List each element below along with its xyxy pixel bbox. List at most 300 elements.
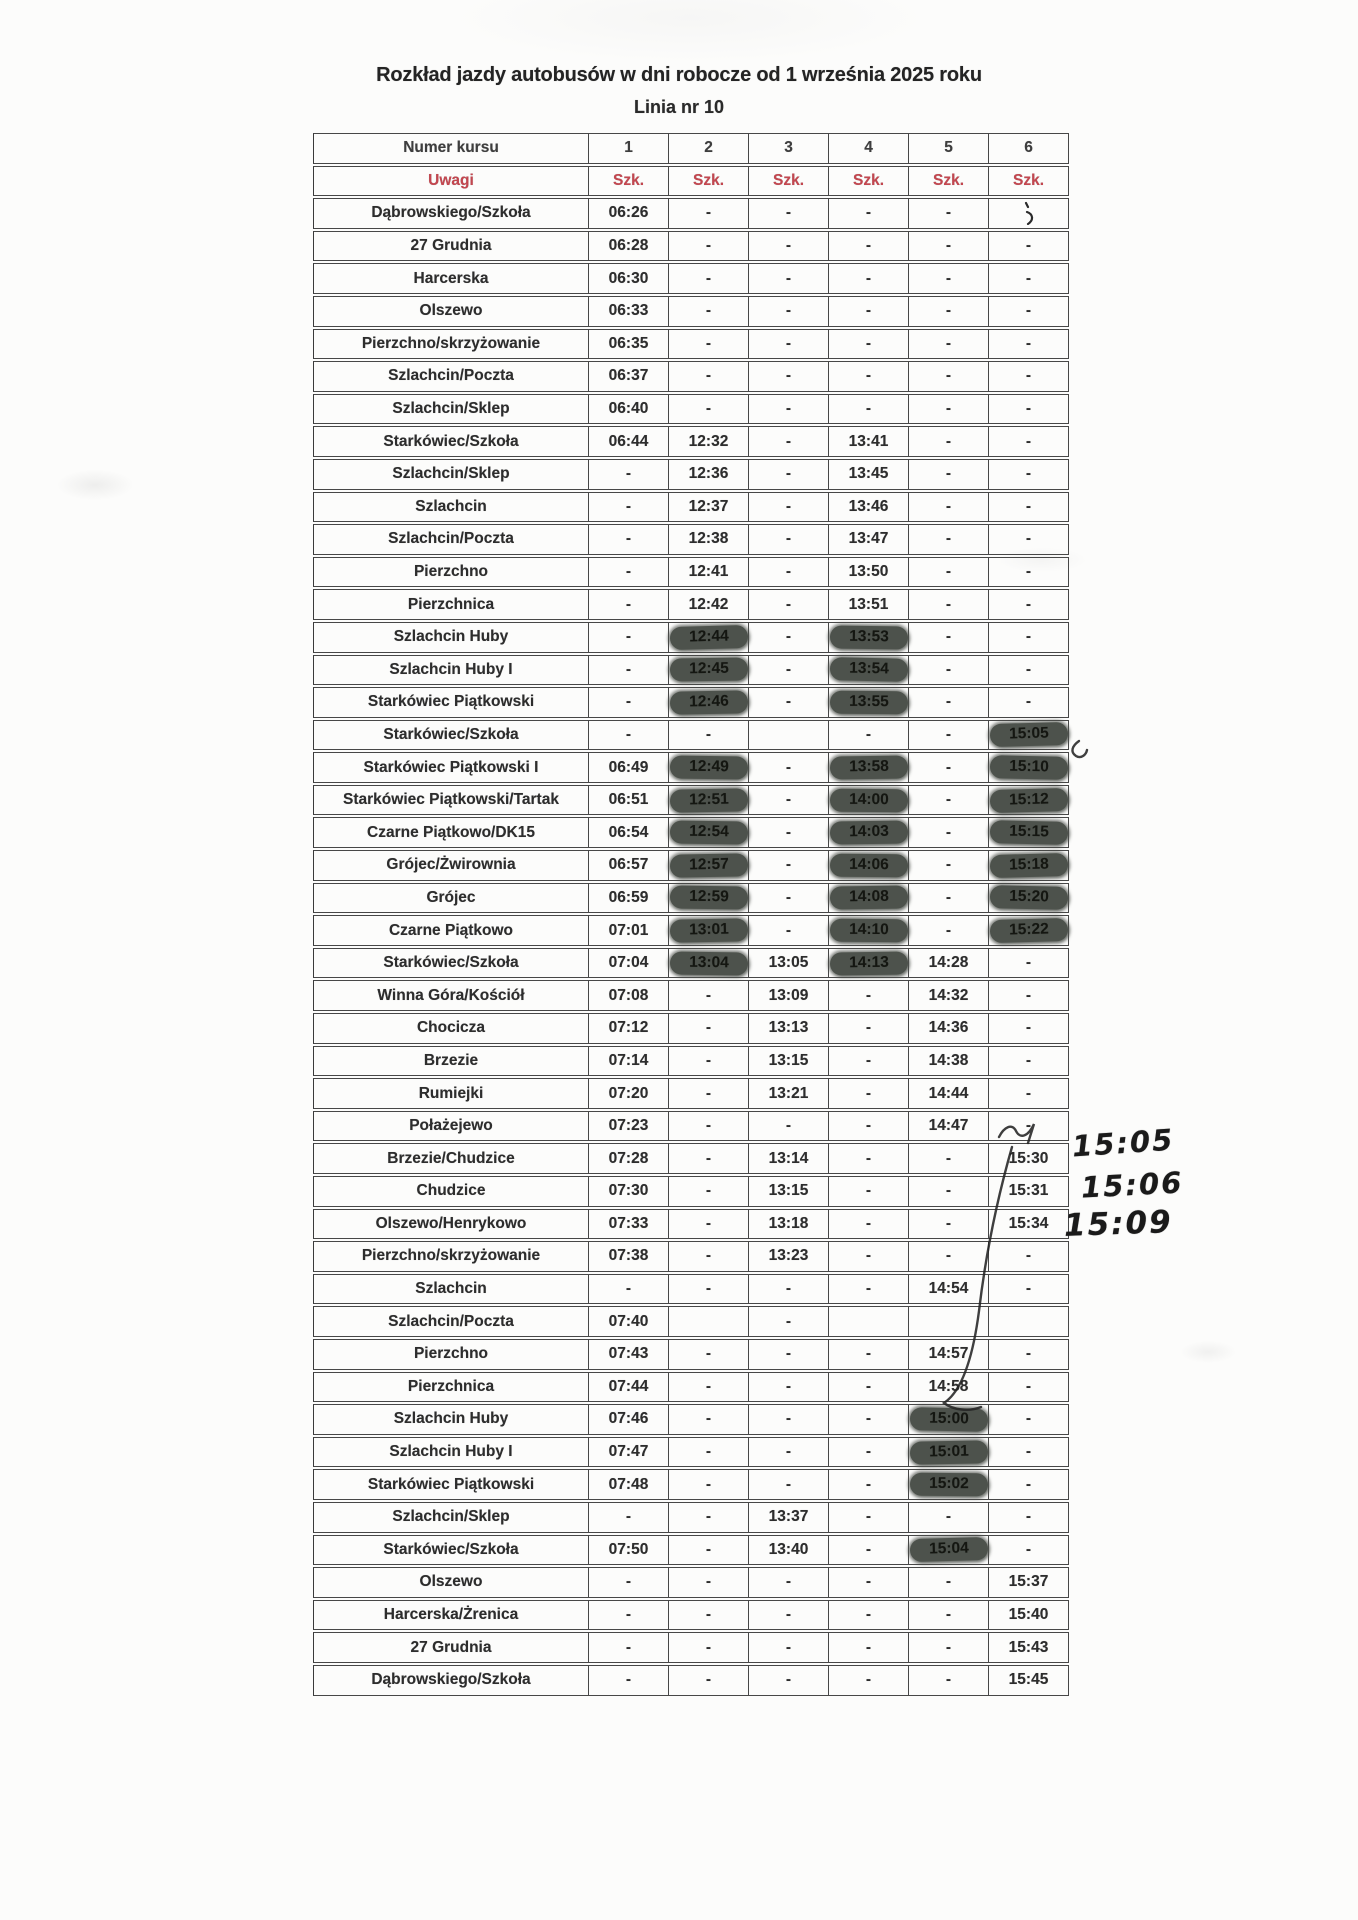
time-cell: -: [589, 622, 669, 653]
time-cell: [829, 1306, 909, 1337]
time-cell: -: [669, 1143, 749, 1174]
time-cell: 07:14: [589, 1046, 669, 1077]
redacted-time: 15:00: [909, 1407, 987, 1432]
time-cell: 06:35: [589, 329, 669, 360]
redacted-time: 12:44: [669, 625, 748, 650]
time-cell: [989, 1306, 1069, 1337]
timetable: [313, 133, 1070, 1698]
time-cell: -: [909, 1143, 989, 1174]
time-cell: 07:08: [589, 980, 669, 1011]
time-cell: -: [909, 883, 989, 914]
time-cell: -: [589, 720, 669, 751]
time-cell: -: [589, 1632, 669, 1663]
time-cell: [829, 850, 909, 881]
time-cell: -: [749, 1632, 829, 1663]
time-cell: -: [749, 1600, 829, 1631]
time-cell: 06:37: [589, 361, 669, 392]
time-cell: 07:28: [589, 1143, 669, 1174]
time-cell: -: [749, 394, 829, 425]
stop-name: Dąbrowskiego/Szkoła: [313, 1665, 589, 1696]
time-cell: -: [989, 263, 1069, 294]
time-cell: [829, 883, 909, 914]
stop-name: Szlachcin Huby: [313, 622, 589, 653]
table-row: [313, 557, 1070, 588]
time-cell: 06:40: [589, 394, 669, 425]
time-cell: -: [669, 1046, 749, 1077]
course-number: 5: [909, 133, 989, 164]
time-cell: [829, 915, 909, 946]
table-row: [313, 1437, 1070, 1468]
time-cell: -: [749, 752, 829, 783]
time-cell: 12:41: [669, 557, 749, 588]
stop-name: Szlachcin/Sklep: [313, 394, 589, 425]
time-cell: -: [829, 1241, 909, 1272]
document-title: Rozkład jazdy autobusów w dni robocze od 1 września 2025 roku: [376, 64, 982, 86]
time-cell: -: [989, 980, 1069, 1011]
table-row: [313, 1176, 1070, 1207]
time-cell: [829, 817, 909, 848]
redacted-time: 15:15: [989, 820, 1067, 845]
time-cell: [669, 948, 749, 979]
time-cell: [829, 752, 909, 783]
stop-name: Starkówiec/Szkoła: [313, 426, 589, 457]
time-cell: -: [669, 231, 749, 262]
time-cell: -: [749, 850, 829, 881]
time-cell: 13:46: [829, 492, 909, 523]
time-cell: -: [829, 1046, 909, 1077]
time-cell: -: [989, 1046, 1069, 1077]
time-cell: 14:57: [909, 1339, 989, 1370]
table-row: [313, 1665, 1070, 1696]
time-cell: -: [589, 524, 669, 555]
time-cell: -: [669, 1372, 749, 1403]
table-row: [313, 752, 1070, 783]
time-cell: 15:31: [989, 1176, 1069, 1207]
time-cell: 15:30: [989, 1143, 1069, 1174]
time-cell: 13:14: [749, 1143, 829, 1174]
time-cell: -: [989, 296, 1069, 327]
time-cell: 14:32: [909, 980, 989, 1011]
redacted-time: 13:55: [829, 691, 907, 715]
time-cell: -: [829, 1632, 909, 1663]
table-row: [313, 1502, 1070, 1533]
table-row: [313, 1013, 1070, 1044]
time-cell: -: [909, 1600, 989, 1631]
time-cell: [989, 720, 1069, 751]
time-cell: -: [989, 1111, 1069, 1142]
time-cell: -: [749, 1567, 829, 1598]
time-cell: -: [669, 1469, 749, 1500]
stop-name: Czarne Piątkowo/DK15: [313, 817, 589, 848]
time-cell: -: [749, 622, 829, 653]
time-cell: 07:50: [589, 1535, 669, 1566]
stop-name: Grójec/Żwirownia: [313, 850, 589, 881]
time-cell: -: [989, 459, 1069, 490]
time-cell: -: [909, 492, 989, 523]
time-cell: -: [989, 1502, 1069, 1533]
time-cell: [669, 883, 749, 914]
time-cell: -: [909, 687, 989, 718]
time-cell: -: [909, 1665, 989, 1696]
stop-name: Pierzchno/skrzyżowanie: [313, 1241, 589, 1272]
time-cell: 13:40: [749, 1535, 829, 1566]
handwritten-time-1: 15:05: [1070, 1122, 1176, 1164]
time-cell: -: [909, 655, 989, 686]
table-row: [313, 198, 1070, 229]
time-cell: -: [989, 231, 1069, 262]
time-cell: -: [749, 296, 829, 327]
time-cell: 14:28: [909, 948, 989, 979]
time-cell: 12:32: [669, 426, 749, 457]
time-cell: -: [909, 557, 989, 588]
course-number: 1: [589, 133, 669, 164]
pen-squiggle-mark: [989, 198, 1069, 229]
time-cell: -: [989, 524, 1069, 555]
time-cell: 07:33: [589, 1209, 669, 1240]
course-number: 6: [989, 133, 1069, 164]
time-cell: 14:54: [909, 1274, 989, 1305]
time-cell: -: [989, 687, 1069, 718]
stop-name: Rumiejki: [313, 1078, 589, 1109]
time-cell: -: [829, 980, 909, 1011]
remarks-value: Szk.: [589, 166, 669, 197]
time-cell: [829, 622, 909, 653]
stop-name: Pierzchno: [313, 557, 589, 588]
time-cell: -: [909, 785, 989, 816]
stop-name: Szlachcin Huby I: [313, 655, 589, 686]
stop-name: Szlachcin/Poczta: [313, 1306, 589, 1337]
stop-name: Harcerska/Żrenica: [313, 1600, 589, 1631]
time-cell: -: [829, 1567, 909, 1598]
time-cell: 07:40: [589, 1306, 669, 1337]
time-cell: -: [589, 1567, 669, 1598]
course-number: 2: [669, 133, 749, 164]
time-cell: [669, 655, 749, 686]
time-cell: -: [749, 263, 829, 294]
time-cell: -: [749, 1306, 829, 1337]
table-row: [313, 361, 1070, 392]
table-row: [313, 1046, 1070, 1077]
time-cell: 15:45: [989, 1665, 1069, 1696]
time-cell: -: [589, 655, 669, 686]
stop-name: Starkówiec Piątkowski I: [313, 752, 589, 783]
time-cell: -: [749, 1274, 829, 1305]
time-cell: -: [669, 1632, 749, 1663]
stop-name: Olszewo: [313, 1567, 589, 1598]
time-cell: -: [909, 263, 989, 294]
time-cell: [909, 1404, 989, 1435]
time-cell: 13:21: [749, 1078, 829, 1109]
time-cell: 07:48: [589, 1469, 669, 1500]
redacted-time: 15:10: [989, 755, 1067, 780]
time-cell: -: [989, 1013, 1069, 1044]
stop-name: Starkówiec Piątkowski: [313, 1469, 589, 1500]
time-cell: -: [749, 1437, 829, 1468]
stop-name: Szlachcin Huby I: [313, 1437, 589, 1468]
stop-name: Szlachcin/Sklep: [313, 1502, 589, 1533]
time-cell: -: [909, 622, 989, 653]
time-cell: 07:46: [589, 1404, 669, 1435]
redacted-time: 13:04: [669, 951, 747, 975]
table-row: [313, 231, 1070, 262]
stop-name: 27 Grudnia: [313, 231, 589, 262]
time-cell: -: [989, 1372, 1069, 1403]
document-subtitle: Linia nr 10: [633, 97, 725, 117]
redacted-time: 15:22: [989, 918, 1068, 943]
time-cell: 15:37: [989, 1567, 1069, 1598]
time-cell: -: [669, 329, 749, 360]
time-cell: -: [909, 296, 989, 327]
time-cell: [829, 687, 909, 718]
table-row: [313, 883, 1070, 914]
stop-name: Olszewo/Henrykowo: [313, 1209, 589, 1240]
redacted-time: 12:51: [669, 788, 747, 812]
time-cell: 13:41: [829, 426, 909, 457]
time-cell: -: [829, 1437, 909, 1468]
time-cell: -: [989, 1437, 1069, 1468]
table-row: [313, 492, 1070, 523]
table-row: [313, 524, 1070, 555]
time-cell: [989, 817, 1069, 848]
time-cell: -: [669, 1078, 749, 1109]
redacted-time: 15:05: [989, 722, 1068, 747]
time-cell: -: [909, 231, 989, 262]
table-row: [313, 980, 1070, 1011]
time-cell: [909, 1437, 989, 1468]
time-cell: [829, 655, 909, 686]
stop-name: Szlachcin/Poczta: [313, 361, 589, 392]
time-cell: -: [829, 1502, 909, 1533]
table-row: [313, 817, 1070, 848]
time-cell: -: [829, 1469, 909, 1500]
stop-name: Pierzchno/skrzyżowanie: [313, 329, 589, 360]
table-row: [313, 655, 1070, 686]
time-cell: -: [669, 198, 749, 229]
time-cell: [989, 883, 1069, 914]
time-cell: -: [749, 557, 829, 588]
time-cell: [909, 1469, 989, 1500]
time-cell: -: [829, 1176, 909, 1207]
time-cell: 13:15: [749, 1176, 829, 1207]
time-cell: 07:12: [589, 1013, 669, 1044]
time-cell: [909, 1535, 989, 1566]
table-row: [313, 1404, 1070, 1435]
time-cell: -: [749, 492, 829, 523]
stop-name: Chudzice: [313, 1176, 589, 1207]
time-cell: -: [989, 394, 1069, 425]
time-cell: -: [749, 883, 829, 914]
time-cell: -: [669, 1241, 749, 1272]
time-cell: -: [989, 1469, 1069, 1500]
time-cell: -: [669, 263, 749, 294]
time-cell: -: [909, 394, 989, 425]
time-cell: -: [669, 1111, 749, 1142]
table-row: [313, 622, 1070, 653]
table-row: [313, 459, 1070, 490]
time-cell: -: [829, 198, 909, 229]
time-cell: 06:54: [589, 817, 669, 848]
redacted-time: 15:20: [989, 886, 1067, 911]
stop-name: Harcerska: [313, 263, 589, 294]
time-cell: -: [909, 426, 989, 457]
pen-tick-mark: [1072, 741, 1087, 757]
time-cell: -: [829, 1339, 909, 1370]
table-remarks-row: [313, 166, 1070, 197]
time-cell: -: [589, 1274, 669, 1305]
time-cell: -: [749, 1111, 829, 1142]
table-row: [313, 720, 1070, 751]
time-cell: -: [669, 1339, 749, 1370]
stop-name: Starkówiec/Szkoła: [313, 1535, 589, 1566]
stop-name: Szlachcin Huby: [313, 1404, 589, 1435]
time-cell: -: [749, 329, 829, 360]
table-row: [313, 263, 1070, 294]
time-cell: -: [669, 1535, 749, 1566]
table-row: [313, 1469, 1070, 1500]
time-cell: -: [829, 1665, 909, 1696]
time-cell: 13:51: [829, 589, 909, 620]
time-cell: -: [909, 1241, 989, 1272]
time-cell: -: [909, 329, 989, 360]
time-cell: 14:44: [909, 1078, 989, 1109]
stop-name: Połażejewo: [313, 1111, 589, 1142]
stop-name: Starkówiec/Szkoła: [313, 720, 589, 751]
time-cell: -: [749, 231, 829, 262]
table-row: [313, 1274, 1070, 1305]
redacted-time: 14:08: [829, 886, 907, 910]
time-cell: -: [669, 1176, 749, 1207]
time-cell: -: [749, 1372, 829, 1403]
redacted-time: 12:57: [669, 853, 747, 877]
time-cell: 06:44: [589, 426, 669, 457]
table-row: [313, 1372, 1070, 1403]
redacted-time: 15:01: [909, 1440, 987, 1464]
time-cell: -: [909, 1567, 989, 1598]
time-cell: -: [589, 1665, 669, 1696]
time-cell: 15:40: [989, 1600, 1069, 1631]
time-cell: -: [749, 817, 829, 848]
stop-name: Winna Góra/Kościół: [313, 980, 589, 1011]
stop-name: Szlachcin/Poczta: [313, 524, 589, 555]
table-row: [313, 1567, 1070, 1598]
time-cell: 13:23: [749, 1241, 829, 1272]
time-cell: [749, 720, 829, 751]
time-cell: -: [589, 459, 669, 490]
time-cell: -: [669, 1274, 749, 1305]
stop-name: Szlachcin: [313, 492, 589, 523]
time-cell: -: [829, 1372, 909, 1403]
time-cell: -: [749, 915, 829, 946]
table-row: [313, 426, 1070, 457]
redacted-time: 14:10: [829, 919, 907, 943]
time-cell: 06:57: [589, 850, 669, 881]
stop-name: Starkówiec Piątkowski: [313, 687, 589, 718]
time-cell: -: [829, 1535, 909, 1566]
time-cell: 13:50: [829, 557, 909, 588]
time-cell: -: [749, 361, 829, 392]
remarks-value: Szk.: [909, 166, 989, 197]
remarks-value: Szk.: [669, 166, 749, 197]
time-cell: -: [989, 589, 1069, 620]
time-cell: -: [989, 622, 1069, 653]
redacted-time: 15:12: [989, 788, 1068, 813]
time-cell: -: [589, 589, 669, 620]
time-cell: -: [829, 1143, 909, 1174]
time-cell: 13:18: [749, 1209, 829, 1240]
time-cell: 07:01: [589, 915, 669, 946]
time-cell: 06:26: [589, 198, 669, 229]
time-cell: -: [829, 231, 909, 262]
table-row: [313, 687, 1070, 718]
time-cell: -: [829, 263, 909, 294]
time-cell: -: [909, 752, 989, 783]
time-cell: -: [669, 720, 749, 751]
table-row: [313, 1632, 1070, 1663]
stop-name: Brzezie/Chudzice: [313, 1143, 589, 1174]
time-cell: -: [829, 1274, 909, 1305]
time-cell: -: [989, 426, 1069, 457]
redacted-time: 12:49: [669, 756, 747, 780]
time-cell: 06:49: [589, 752, 669, 783]
time-cell: -: [749, 524, 829, 555]
time-cell: [829, 785, 909, 816]
table-row: [313, 296, 1070, 327]
time-cell: 06:51: [589, 785, 669, 816]
time-cell: -: [829, 329, 909, 360]
table-row: [313, 1111, 1070, 1142]
time-cell: -: [749, 655, 829, 686]
time-cell: 06:33: [589, 296, 669, 327]
time-cell: -: [749, 1665, 829, 1696]
time-cell: -: [909, 915, 989, 946]
time-cell: 07:30: [589, 1176, 669, 1207]
time-cell: -: [989, 655, 1069, 686]
table-row: [313, 1600, 1070, 1631]
redacted-time: 12:54: [669, 821, 747, 845]
time-cell: -: [909, 198, 989, 229]
time-cell: -: [989, 1339, 1069, 1370]
time-cell: -: [829, 720, 909, 751]
stop-name: Brzezie: [313, 1046, 589, 1077]
time-cell: 14:36: [909, 1013, 989, 1044]
time-cell: -: [989, 557, 1069, 588]
redacted-time: 13:53: [829, 625, 907, 649]
time-cell: -: [669, 1567, 749, 1598]
stop-name: Pierzchnica: [313, 1372, 589, 1403]
handwritten-time-2: 15:06: [1080, 1165, 1185, 1205]
time-cell: 13:09: [749, 980, 829, 1011]
remarks-label: Uwagi: [313, 166, 589, 197]
time-cell: -: [669, 1502, 749, 1533]
table-row: [313, 1306, 1070, 1337]
time-cell: [669, 785, 749, 816]
time-cell: 12:42: [669, 589, 749, 620]
time-cell: -: [589, 557, 669, 588]
time-cell: -: [749, 785, 829, 816]
time-cell: [669, 817, 749, 848]
time-cell: 14:58: [909, 1372, 989, 1403]
table-row: [313, 785, 1070, 816]
table-row: [313, 915, 1070, 946]
redacted-time: 15:02: [909, 1473, 987, 1497]
time-cell: -: [589, 1600, 669, 1631]
time-cell: -: [909, 720, 989, 751]
table-row: [313, 1241, 1070, 1272]
time-cell: -: [989, 1535, 1069, 1566]
stop-name: 27 Grudnia: [313, 1632, 589, 1663]
stop-name: Szlachcin: [313, 1274, 589, 1305]
time-cell: -: [669, 1209, 749, 1240]
